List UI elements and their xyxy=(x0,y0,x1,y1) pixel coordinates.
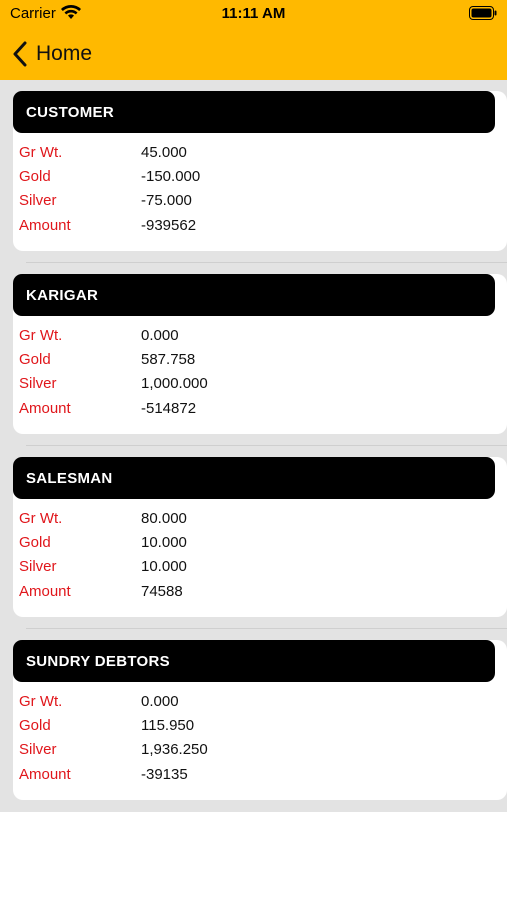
row-label: Gold xyxy=(19,534,51,551)
summary-list[interactable] xyxy=(0,80,507,812)
divider xyxy=(26,628,507,629)
section-card-sundry-debtors[interactable] xyxy=(13,640,507,800)
row-label: Gold xyxy=(19,717,51,734)
row-label: Gr Wt. xyxy=(19,510,63,527)
list-item xyxy=(19,375,479,397)
row-value: 80.000 xyxy=(141,510,187,527)
list-item xyxy=(19,693,479,715)
row-value: -939562 xyxy=(141,217,197,234)
battery-icon xyxy=(469,6,497,20)
row-label: Gold xyxy=(19,351,51,368)
row-label: Silver xyxy=(19,375,57,392)
section-card-customer[interactable] xyxy=(13,91,507,251)
row-label: Amount xyxy=(19,217,71,234)
row-value: 74588 xyxy=(141,583,183,600)
list-item xyxy=(19,400,479,422)
row-label: Silver xyxy=(19,741,57,758)
top-bar xyxy=(0,0,507,80)
row-value: 1,936.250 xyxy=(141,741,208,758)
back-button[interactable] xyxy=(12,38,92,70)
row-value: 587.758 xyxy=(141,351,196,368)
carrier-label: Carrier xyxy=(10,5,56,22)
row-value: -75.000 xyxy=(141,192,192,209)
status-bar xyxy=(0,0,507,28)
section-header: SALESMAN xyxy=(13,457,495,499)
chevron-left-icon xyxy=(12,41,28,67)
list-item xyxy=(19,327,479,349)
divider xyxy=(26,445,507,446)
list-item xyxy=(19,192,479,214)
list-item xyxy=(19,351,479,373)
row-value: 10.000 xyxy=(141,558,187,575)
navigation-bar xyxy=(0,34,507,74)
row-value: -150.000 xyxy=(141,168,201,185)
row-value: 0.000 xyxy=(141,327,179,344)
back-button-label: Home xyxy=(36,42,93,65)
list-item xyxy=(19,510,479,532)
list-item xyxy=(19,766,479,788)
row-label: Amount xyxy=(19,766,71,783)
row-label: Gr Wt. xyxy=(19,693,63,710)
list-item xyxy=(19,217,479,239)
row-value: -514872 xyxy=(141,400,197,417)
row-label: Gold xyxy=(19,168,51,185)
row-label: Gr Wt. xyxy=(19,144,63,161)
row-value: 0.000 xyxy=(141,693,179,710)
section-card-salesman[interactable] xyxy=(13,457,507,617)
status-time: 11:11 AM xyxy=(221,5,286,22)
list-item xyxy=(19,168,479,190)
list-item xyxy=(19,558,479,580)
row-label: Amount xyxy=(19,583,71,600)
row-label: Amount xyxy=(19,400,71,417)
section-header: SUNDRY DEBTORS xyxy=(13,640,495,682)
row-value: 1,000.000 xyxy=(141,375,208,392)
row-value: -39135 xyxy=(141,766,188,783)
row-label: Gr Wt. xyxy=(19,327,63,344)
list-item xyxy=(19,741,479,763)
list-item xyxy=(19,717,479,739)
section-header: CUSTOMER xyxy=(13,91,495,133)
row-value: 115.950 xyxy=(141,717,195,734)
section-header: KARIGAR xyxy=(13,274,495,316)
list-item xyxy=(19,583,479,605)
list-item xyxy=(19,534,479,556)
list-item xyxy=(19,144,479,166)
row-label: Silver xyxy=(19,192,57,209)
row-label: Silver xyxy=(19,558,57,575)
row-value: 10.000 xyxy=(141,534,187,551)
section-card-karigar[interactable] xyxy=(13,274,507,434)
divider xyxy=(26,262,507,263)
row-value: 45.000 xyxy=(141,144,187,161)
